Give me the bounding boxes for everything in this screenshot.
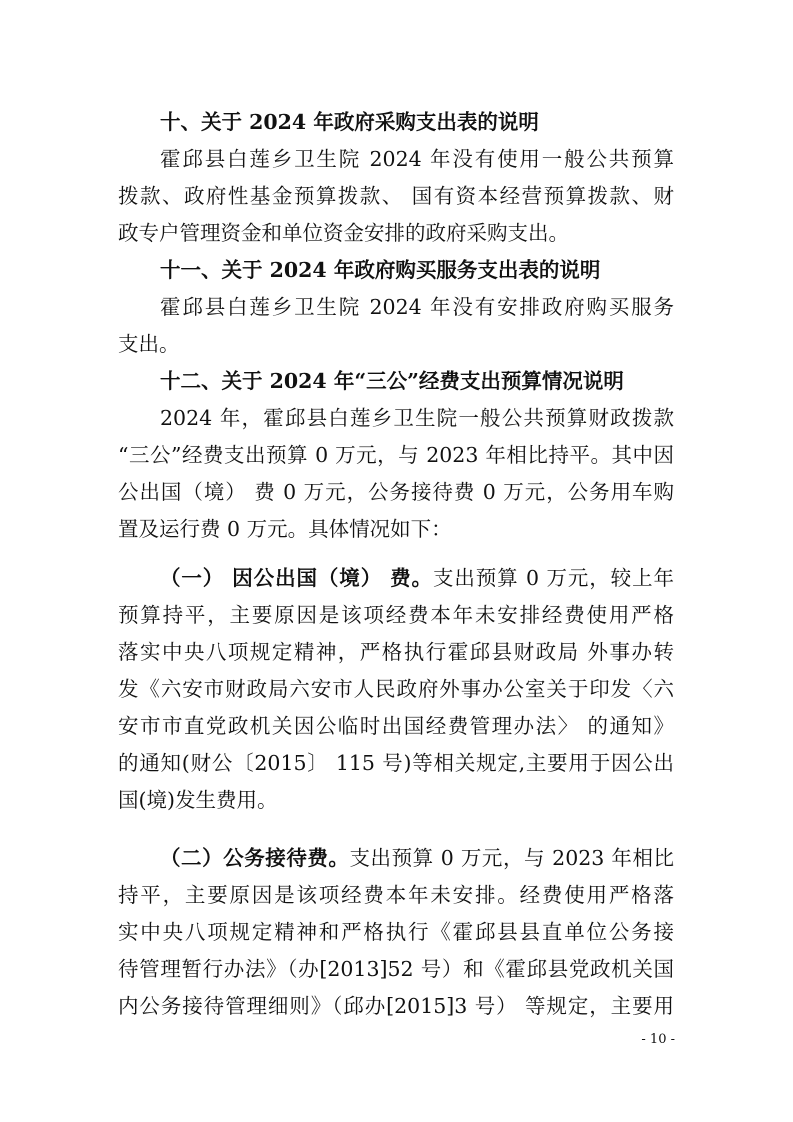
paragraph-line: 政专户管理资金和单位资金安排的政府采购支出。	[118, 221, 569, 245]
paragraph-line: 支出。	[118, 332, 180, 356]
paragraph-line: 安市市直党政机关因公临时出国经费管理办法〉 的通知》	[118, 714, 674, 738]
section-heading-10: 十、关于 2024 年政府采购支出表的说明	[160, 110, 539, 134]
paragraph-line: 发《六安市财政局六安市人民政府外事办公室关于印发〈六	[118, 677, 674, 701]
paragraph-line: 国(境)发生费用。	[118, 788, 278, 812]
paragraph-line: 置及运行费 0 万元。具体情况如下：	[118, 517, 452, 541]
subsection-first-rest: 支出预算 0 万元，较上年	[432, 566, 674, 590]
subsection-first-rest: 支出预算 0 万元，与 2023 年相比	[349, 846, 674, 870]
subsection-lead-2: （二）公务接待费。	[160, 846, 350, 870]
paragraph-line: “三公”经费支出预算 0 万元，与 2023 年相比持平。其中因	[118, 443, 674, 467]
paragraph-line: 预算持平，主要原因是该项经费本年未安排经费使用严格	[118, 603, 674, 627]
section-heading-12: 十二、关于 2024 年“三公”经费支出预算情况说明	[160, 369, 624, 393]
paragraph-line: 待管理暂行办法》（办[2013]52 号）和《霍邱县党政机关国	[118, 957, 674, 981]
paragraph-line: 内公务接待管理细则》（邱办[2015]3 号） 等规定，主要用	[118, 994, 674, 1018]
paragraph-line: 2024 年，霍邱县白莲乡卫生院一般公共预算财政拨款	[160, 406, 674, 430]
paragraph-line: 的通知(财公〔2015〕 115 号)等相关规定,主要用于因公出	[118, 751, 674, 775]
paragraph-line: 霍邱县白莲乡卫生院 2024 年没有使用一般公共预算	[160, 147, 674, 171]
paragraph-line: 落实中央八项规定精神，严格执行霍邱县财政局 外事办转	[118, 640, 674, 664]
paragraph-line: 霍邱县白莲乡卫生院 2024 年没有安排政府购买服务	[160, 295, 674, 319]
paragraph-line: 公出国（境） 费 0 万元，公务接待费 0 万元，公务用车购	[118, 480, 674, 504]
subsection-first-line	[160, 560, 674, 596]
section-heading-11: 十一、关于 2024 年政府购买服务支出表的说明	[160, 258, 601, 282]
subsection-lead-1: （一） 因公出国（境） 费。	[160, 566, 433, 590]
paragraph-line: 持平，主要原因是该项经费本年未安排。经费使用严格落	[118, 883, 674, 907]
paragraph-line: 拨款、政府性基金预算拨款、 国有资本经营预算拨款、财	[118, 184, 674, 208]
subsection-first-line	[160, 840, 674, 876]
page-number: - 10 -	[641, 1032, 675, 1047]
paragraph-line: 实中央八项规定精神和严格执行《霍邱县县直单位公务接	[118, 920, 674, 944]
